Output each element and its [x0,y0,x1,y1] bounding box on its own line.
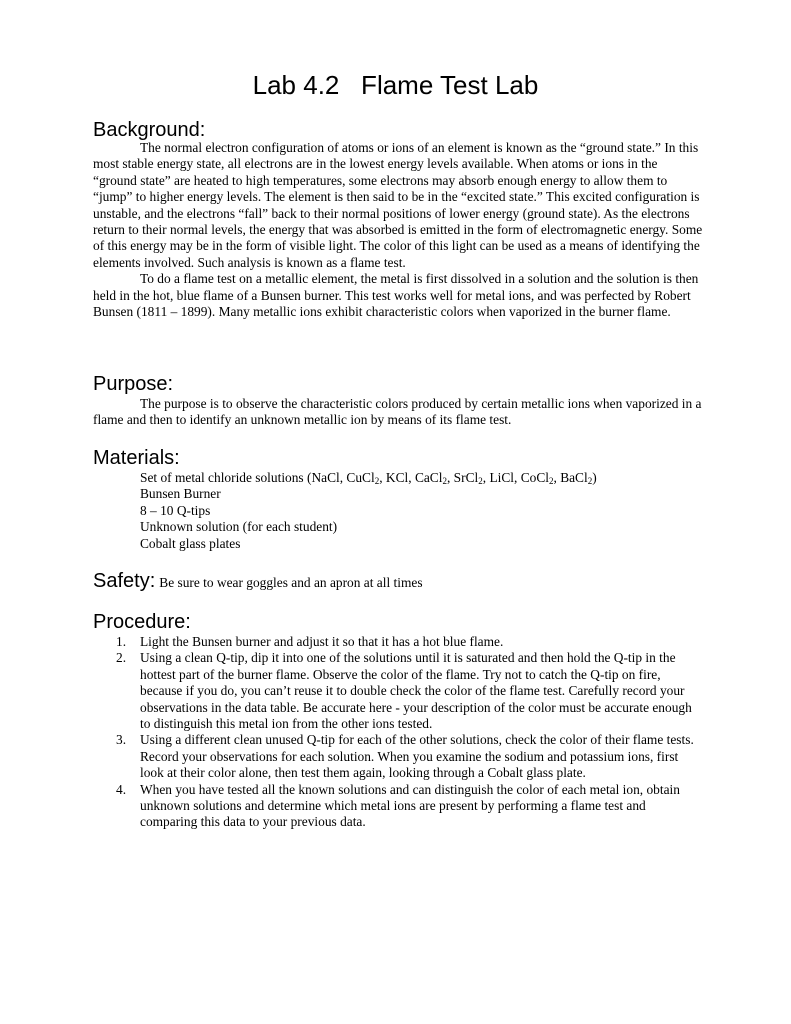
material-item: Bunsen Burner [140,486,221,502]
purpose-text: The purpose is to observe the characteristic colors produced by certain metallic ions when vaporized in a flame and then to identify an unknown metallic ion by means of its flame test. [93,396,702,428]
safety-text: Be sure to wear goggles and an apron at all times [159,575,423,590]
background-section [93,140,703,320]
material-item: Cobalt glass plates [140,535,241,551]
chloride-formula: SrCl$_2$ [453,470,483,486]
page-title: Lab 4.2 Flame Test Lab [252,70,539,100]
chloride-formulas: NaCl, CuCl$_2$, KCl, CaCl$_2$, SrCl$_2$, LiCl, CoCl$_2$, BaCl$_2$ [311,470,593,486]
chloride-formula: CaCl$_2$ [414,470,447,486]
procedure-list [93,634,703,831]
chloride-formula: BaCl$_2$ [560,470,593,486]
materials-list [140,470,597,552]
step-number: 3. [116,732,127,748]
purpose-heading: Purpose: [93,373,174,395]
background-paragraph-2: To do a flame test on a metallic element, the metal is first dissolved in a solution and the solution is then held in the hot, blue flame of a Bunsen burner. This test works well for metal ions, and was perfected by Robert Bunsen (1811 – 1899). Many metallic ions exhibit characteristic colors when vaporized in the burner flame. [93,271,699,320]
procedure-heading: Procedure: [93,611,191,633]
step-text: When you have tested all the known solutions and can distinguish the color of each metal ion, obtain unknown solutions and determine which metal ions are present by performing a flame test and comparing this data to your previous data. [140,781,680,830]
material-item-chlorides: Set of metal chloride solutions (NaCl, CuCl$_2$, KCl, CaCl$_2$, SrCl$_2$, LiCl, CoCl$_2$, BaCl$_2$) [140,470,597,486]
step-text: Light the Bunsen burner and adjust it so that it has a hot blue flame. [140,634,504,649]
chloride-formula: CoCl$_2$ [520,470,554,486]
procedure-step [93,782,703,831]
step-number: 1. [116,634,127,649]
step-number: 4. [116,781,127,797]
procedure-step [93,634,703,650]
step-text: Using a clean Q-tip, dip it into one of the solutions until it is saturated and then hold the Q-tip in the hottest part of the burner flame. Observe the color of the flame. Try not to catch the Q-tip on fire, because if you do, you can’t reuse it to double check the color of the flame test. Carefully record your observations in the data table. Be accurate here - your description of the color must be accurate enough to distinguish this metal ion from the other ions tested. [140,650,692,732]
material-item: 8 – 10 Q-tips [140,502,211,518]
material-item: Unknown solution (for each student) [140,519,338,535]
step-number: 2. [116,650,127,666]
safety-section [93,570,423,593]
chloride-formula: NaCl [311,470,340,485]
procedure-step [93,732,703,781]
step-text: Using a different clean unused Q-tip for each of the other solutions, check the color of their flame tests. Record your observations for each solution. When you examine the sodium and potassium ions, first look at their color alone, then test them again, looking through a Cobalt glass plate. [140,732,694,781]
background-heading: Background: [93,119,206,141]
chloride-formula: LiCl [489,470,514,485]
background-paragraph-1: The normal electron configuration of atoms or ions of an element is known as the “ground state.” In this most stable energy state, all electrons are in the lowest energy levels available. When atoms or ions in the “ground state” are heated to high temperatures, some electrons may absorb enough energy to allow them to “jump” to higher energy levels. The element is then said to be in the “excited state.” This excited configuration is unstable, and the electrons “fall” back to their normal positions of lower energy (ground state). As the electrons return to their normal levels, the energy that was absorbed is emitted in the form of electromagnetic energy. Some of this energy may be in the form of visible light. The color of this light can be used as a means of identifying the elements involved. Such analysis is known as a flame test. [93,140,703,270]
safety-heading: Safety: [93,570,156,592]
chloride-formula: KCl [385,470,409,485]
procedure-step [93,650,703,732]
chloride-formula: CuCl$_2$ [346,470,380,486]
materials-heading: Materials: [93,447,180,469]
